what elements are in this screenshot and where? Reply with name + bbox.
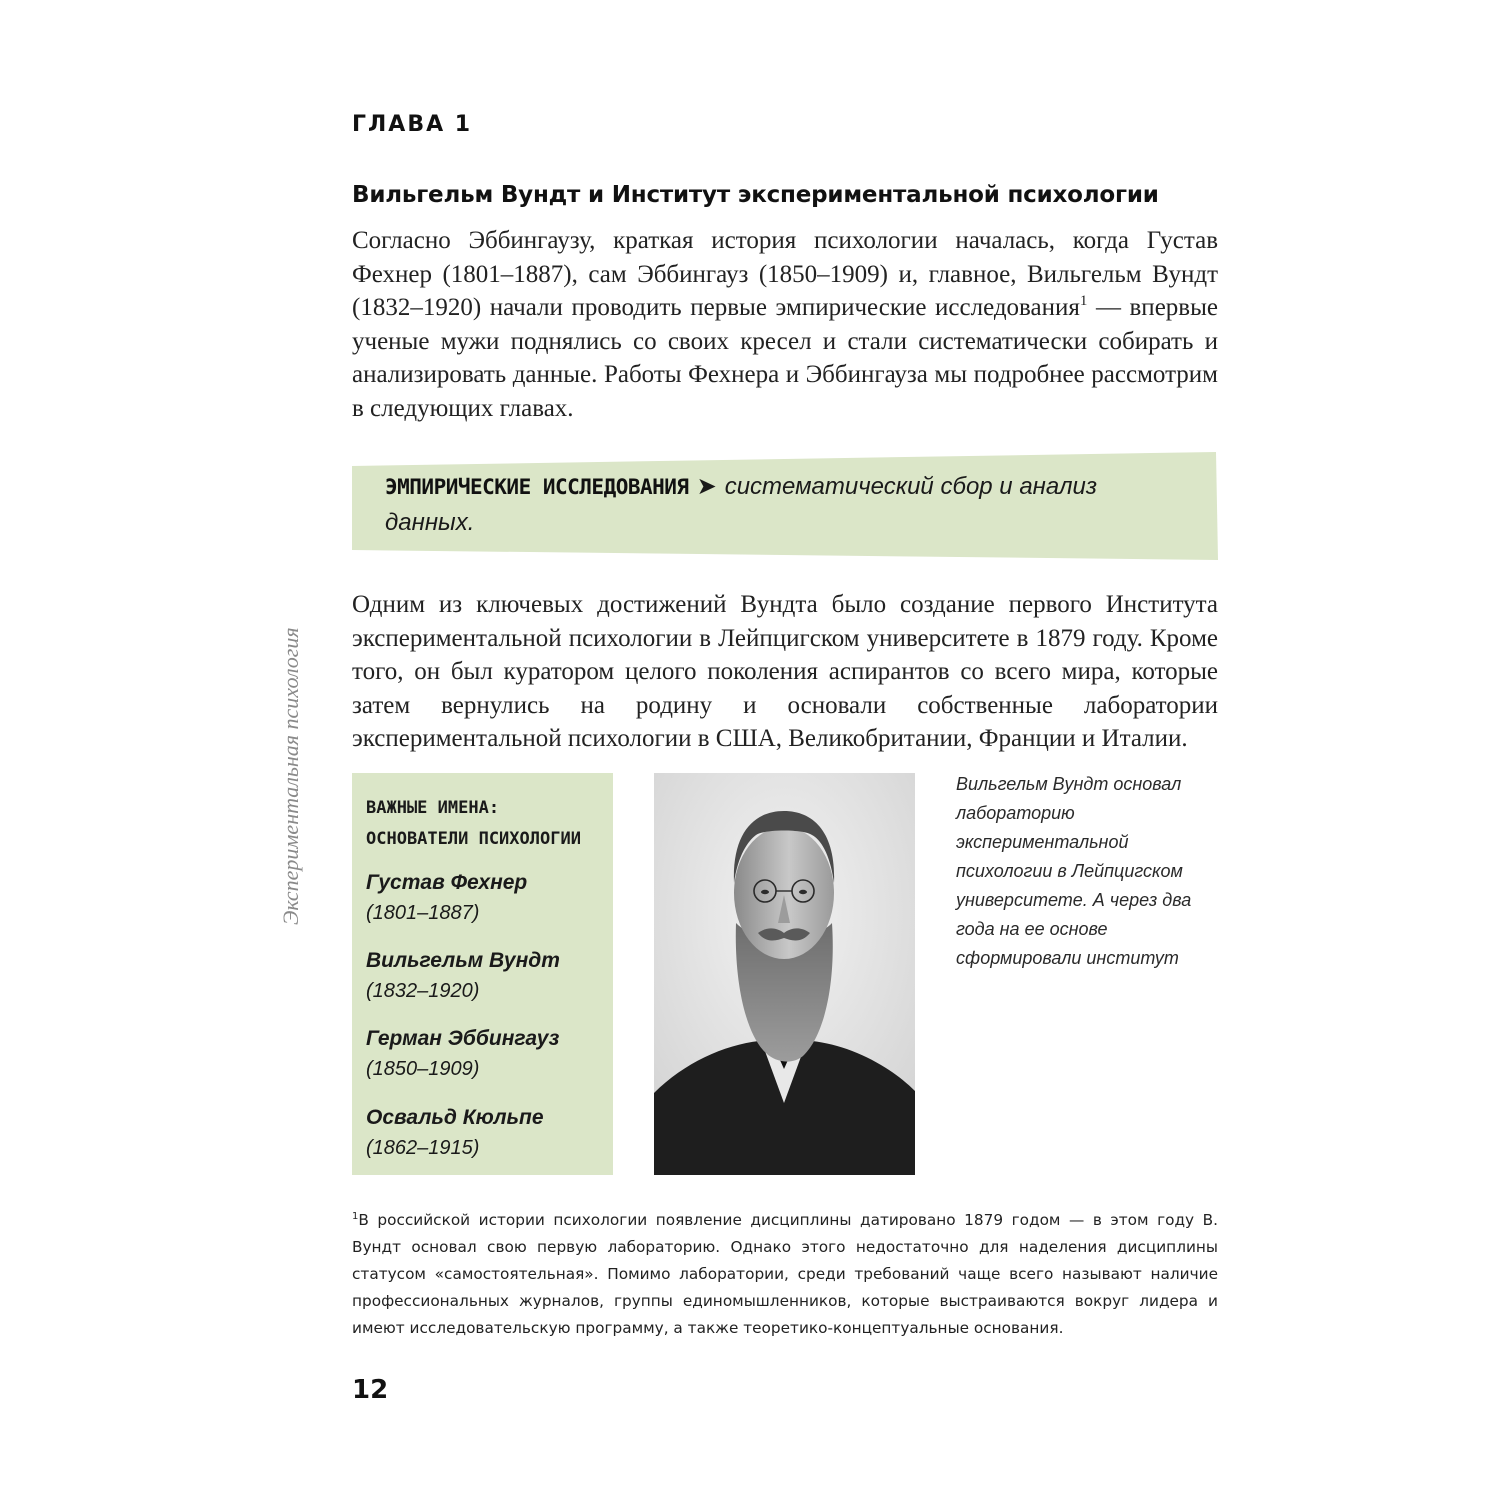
photo-caption: Вильгельм Вундт основал лабораторию экспериментальной психологии в Лейпцигском университете. А через два года на ее основе сформировали институт	[956, 774, 1192, 968]
section-title: Вильгельм Вундт и Институт экспериментальной психологии	[352, 182, 1159, 208]
person-entry	[366, 867, 606, 929]
person-name: Густав Фехнер	[366, 871, 528, 894]
paragraph-intro-continued: — впервые ученые мужи поднялись со своих кресел и стали систематически собирать и анализировать данные. Работы Фехнера и Эббингауза мы подробнее рассмотрим в следующих главах.	[352, 294, 1218, 422]
person-entry	[366, 945, 606, 1007]
important-names-title-line2: ОСНОВАТЕЛИ ПСИХОЛОГИИ	[366, 829, 581, 849]
important-names-box	[352, 773, 613, 1175]
person-years: (1862–1915)	[366, 1137, 480, 1159]
person-entry	[366, 1023, 606, 1085]
person-years: (1801–1887)	[366, 902, 480, 924]
arrow-right-icon: ➤	[696, 473, 717, 500]
page-number: 12	[352, 1375, 389, 1405]
chapter-label: ГЛАВА 1	[352, 112, 473, 137]
definition-box	[352, 452, 1218, 562]
footnote-reference[interactable]: 1	[1079, 293, 1088, 309]
definition-term: ЭМПИРИЧЕСКИЕ ИССЛЕДОВАНИЯ	[385, 475, 689, 499]
paragraph-institute: Одним из ключевых достижений Вундта было создание первого Института экспериментальной психологии в Лейпцигском университете в 1879 году. Кроме того, он был куратором целого поколения аспирантов со всего мира, которые затем вернулись на родину и основали собственные лаборатории экспериментальной психологии в США, Великобритании, Франции и Италии.	[352, 591, 1218, 752]
definition-meaning: систематический сбор и анализ данных.	[385, 473, 1097, 536]
person-years: (1832–1920)	[366, 980, 480, 1002]
running-head: Экспериментальная психология	[278, 627, 303, 925]
paragraph-intro	[352, 224, 1218, 425]
paragraph-intro-text: Согласно Эббингаузу, краткая история психологии началась, когда Густав Фехнер (1801–1887), сам Эббингауз (1850–1909) и, главное, Вильгельм Вундт (1832–1920) начали проводить первые эмпирические исследования	[352, 227, 1218, 321]
wundt-portrait-photo	[654, 773, 915, 1175]
important-names-title	[366, 793, 606, 855]
footnote-text: В российской истории психологии появление дисциплины датировано 1879 годом — в этом году В. Вундт основал свою первую лабораторию. Однако этого недостаточно для наделения дисциплины статусом «самостоятельная». Помимо лаборатории, среди требований чаще всего называют наличие профессиональных журналов, группы единомышленников, которые выстраиваются вокруг лидера и имеют исследовательскую программу, а также теоретико-концептуальные основания.	[352, 1211, 1218, 1337]
portrait-illustration	[654, 773, 915, 1175]
footnote-mark: 1	[352, 1211, 359, 1222]
definition-text	[385, 469, 1175, 540]
person-name: Герман Эббингауз	[366, 1027, 560, 1050]
person-name: Освальд Кюльпе	[366, 1106, 544, 1129]
important-names-title-line1: ВАЖНЫЕ ИМЕНА:	[366, 798, 500, 818]
person-name: Вильгельм Вундт	[366, 949, 560, 972]
footnote	[352, 1207, 1218, 1342]
person-entry	[366, 1102, 606, 1164]
person-years: (1850–1909)	[366, 1058, 480, 1080]
